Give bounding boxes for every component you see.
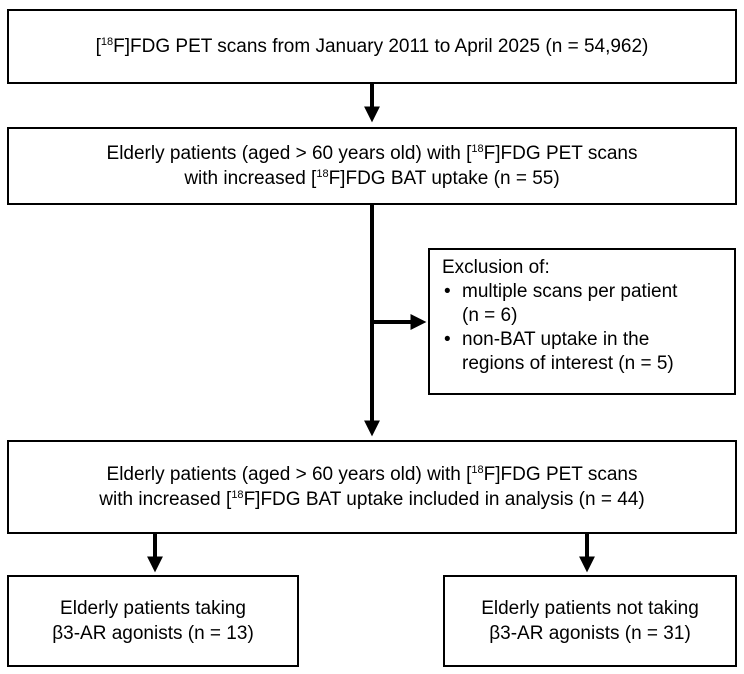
included-line2: with increased [$^{18}$F]FDG BAT uptake included in analysis (n = 44) xyxy=(99,489,645,510)
box-not-taking-agonists xyxy=(443,575,737,667)
exclusion-title: Exclusion of: xyxy=(442,257,550,278)
box-taking-agonists xyxy=(7,575,299,667)
not-taking-line1: Elderly patients not taking xyxy=(481,598,699,619)
taking-line1: Elderly patients taking xyxy=(60,598,246,619)
taking-line2: β3-AR agonists (n = 13) xyxy=(52,623,254,644)
included-line1: Elderly patients (aged > 60 years old) with [$^{18}$F]FDG PET scans xyxy=(106,464,638,485)
elderly-bat-line2: with increased [$^{18}$F]FDG BAT uptake (n = 55) xyxy=(184,168,560,189)
box-elderly-bat xyxy=(7,127,737,205)
exclusion-list xyxy=(442,280,724,376)
exclusion-item-non-bat: • non-BAT uptake in the regions of interest (n = 5) xyxy=(442,328,724,376)
box-included xyxy=(7,440,737,534)
elderly-bat-line1: Elderly patients (aged > 60 years old) with [$^{18}$F]FDG PET scans xyxy=(106,143,638,164)
box-exclusion xyxy=(428,248,736,395)
not-taking-line2: β3-AR agonists (n = 31) xyxy=(489,623,691,644)
exclusion-item-multiple-scans: • multiple scans per patient (n = 6) xyxy=(442,280,724,328)
box-total-scans xyxy=(7,9,737,84)
total-scans-text: [$^{18}$F]FDG PET scans from January 2011 to April 2025 (n = 54,962) xyxy=(95,36,649,57)
